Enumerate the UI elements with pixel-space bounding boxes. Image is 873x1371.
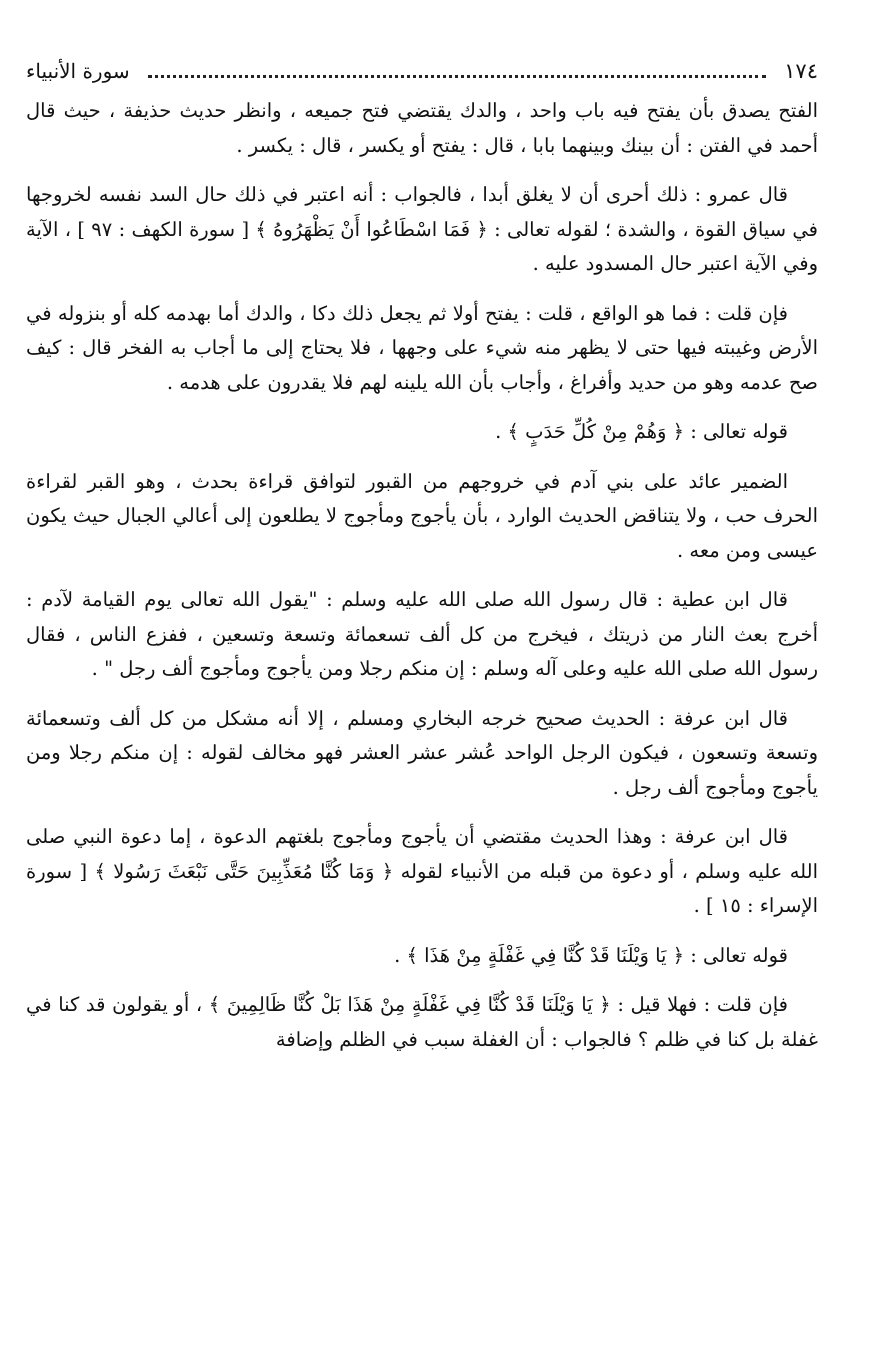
verse-heading: قوله تعالى : ﴿ يَا وَيْلَنَا قَدْ كُنَّا فِي غَفْلَةٍ مِنْ هَذَا ﴾ . [394, 943, 788, 967]
paragraph: قال ابن عطية : قال رسول الله صلى الله عليه وسلم : "يقول الله تعالى يوم القيامة لآدم : أخرج بعث النار من ذريتك ، فيخرج من كل ألف تسعمائة وتسعة وتسعين ، ففزع الناس ، فقال رسول الله صلى الله عليه وعلى آله وسلم : إن منكم رجلا ومن يأجوج ومأجوج ألف رجل " . [26, 588, 818, 680]
paragraph: فإن قلت : فهلا قيل : ﴿ يَا وَيْلَنَا قَدْ كُنَّا فِي غَفْلَةٍ مِنْ هَذَا بَلْ كُنَّا ظَالِمِينَ ﴾ ، أو يقولون قد كنا في غفلة بل كنا في ظلم ؟ فالجواب : أن الغفلة سبب في الظلم وإضافة [26, 993, 818, 1051]
paragraph: الضمير عائد على بني آدم في خروجهم من القبور لتوافق قراءة بحدث ، وهو القبر لقراءة الحرف حب ، ولا يتناقض الحديث الوارد ، بأن يأجوج ومأجوج لا يطلعون إلى أعالي الجبال حيث يكون عيسى ومن معه . [26, 469, 818, 562]
paragraph: قال ابن عرفة : الحديث صحيح خرجه البخاري ومسلم ، إلا أنه مشكل من كل ألف وتسعمائة وتسعة وتسعون ، فيكون الرجل الواحد عُشر عشر العشر فهو مخالف لقوله : إن منكم رجلا ومن يأجوج ومأجوج ألف رجل . [26, 706, 818, 799]
page-number: ١٧٤ [784, 59, 818, 83]
paragraph: قال عمرو : ذلك أحرى أن لا يغلق أبدا ، فالجواب : أنه اعتبر في ذلك حال السد نفسه لخروجها في سياق القوة ، والشدة ؛ لقوله تعالى : ﴿ فَمَا اسْطَاعُوا أَنْ يَظْهَرُوهُ ﴾ [ سورة الكهف : ٩٧ ] ، الآية وفي الآية اعتبر حال المسدود عليه . [26, 183, 818, 275]
paragraph: قال ابن عرفة : وهذا الحديث مقتضي أن يأجوج ومأجوج بلغتهم الدعوة ، إما دعوة النبي صلى الله عليه وسلم ، أو دعوة من قبله من الأنبياء لقوله ﴿ وَمَا كُنَّا مُعَذِّبِينَ حَتَّى نَبْعَثَ رَسُولا ﴾ [ سورة الإسراء : ١٥ ] . [26, 825, 818, 917]
surah-title: سورة الأنبياء [26, 59, 130, 83]
paragraph: الفتح يصدق بأن يفتح فيه باب واحد ، والدك يقتضي فتح جميعه ، وانظر حديث حذيفة ، حيث قال أحمد في الفتن : أن بينك وبينهما بابا ، قال : يفتح أو يكسر ، قال : يكسر . [26, 99, 818, 157]
book-page [26, 56, 818, 1072]
commentary-text [26, 94, 818, 1057]
header-dotted-rule [148, 75, 766, 78]
paragraph: فإن قلت : فما هو الواقع ، قلت : يفتح أولا ثم يجعل ذلك دكا ، والدك أما بهدمه كله أو بنزوله في الأرض وغيبته فيها حتى لا يظهر منه شيء على وجهها ، فلا يحتاج إلى ما أجاب به الفخر قال : كيف صح عدمه وهو من حديد وأفراغ ، وأجاب بأن الله يلينه لهم فلا يقدرون على هدمه . [26, 301, 818, 394]
running-header [26, 56, 818, 86]
verse-heading: قوله تعالى : ﴿ وَهُمْ مِنْ كُلِّ حَدَبٍ ﴾ . [495, 420, 788, 443]
